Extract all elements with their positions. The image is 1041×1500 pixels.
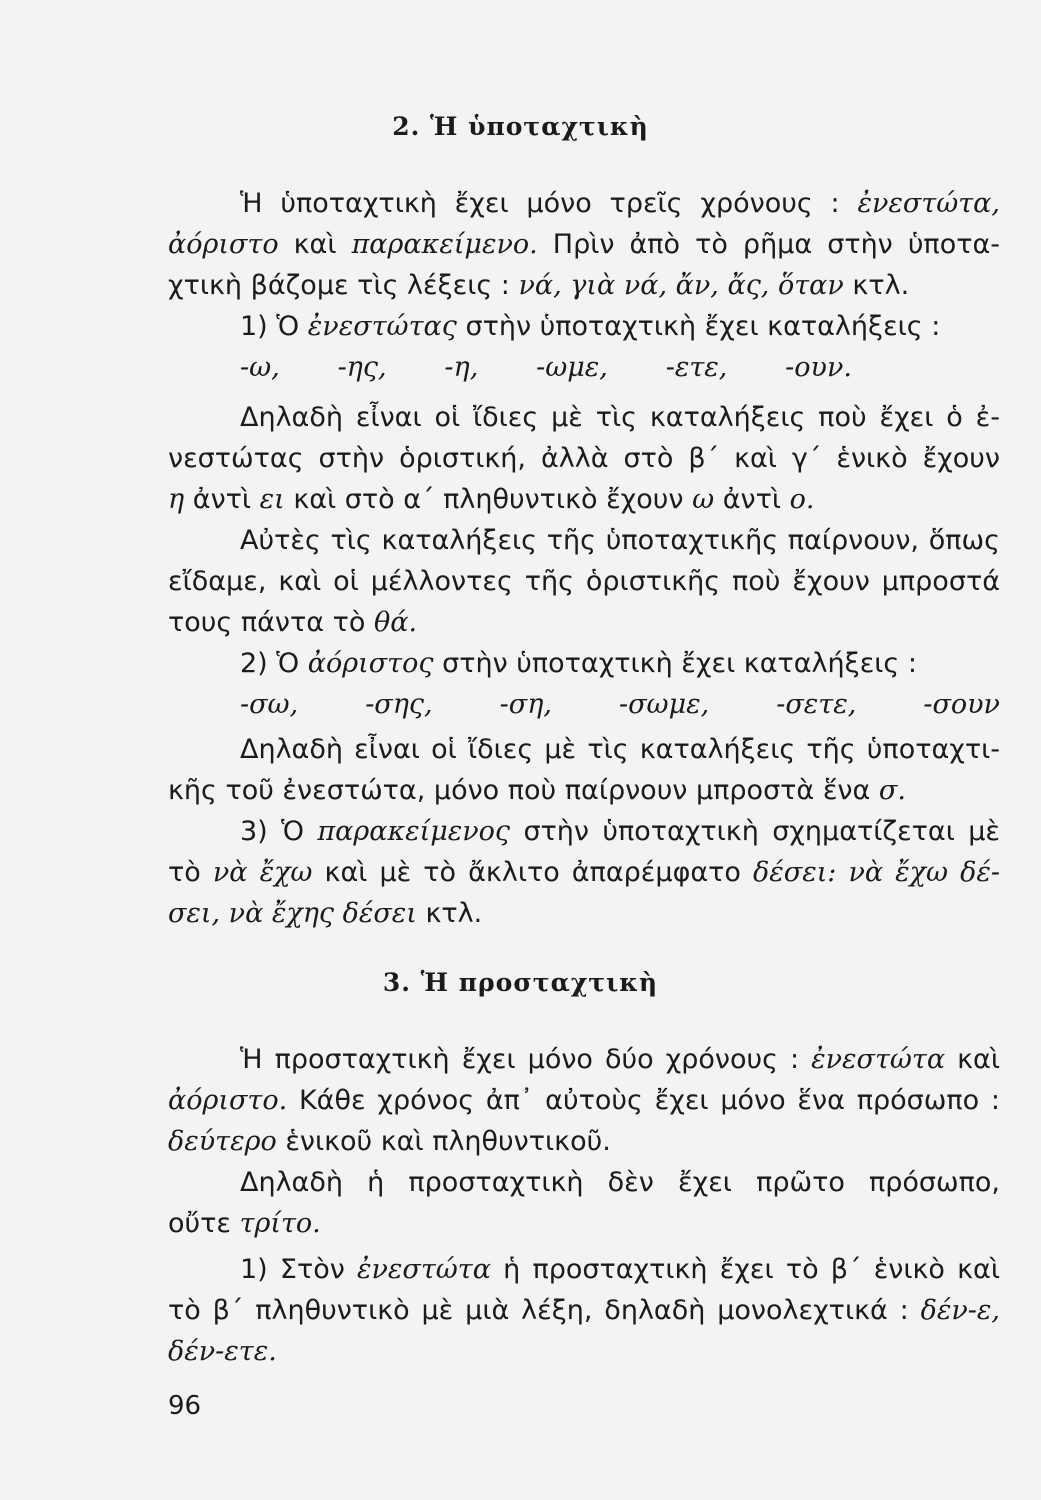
text-line: ἀόριστο καὶ παρακείμενο. Πρὶν ἀπὸ τὸ ρῆμα στὴν ὑποτα-	[168, 229, 1001, 260]
text-line: Ἡ προσταχτικὴ ἔχει μόνο δύο χρόνους : ἐνεστώτα καὶ	[240, 1044, 1000, 1075]
text-line: δεύτερο ἑνικοῦ καὶ πληθυντικοῦ.	[168, 1126, 611, 1157]
ending: -ουν.	[785, 352, 852, 383]
list-item-perfect: 3) Ὁ παρακείμενος στὴν ὑποταχτικὴ σχηματίζεται μὲ	[240, 816, 1000, 847]
section-heading-subjunctive: 2. Ἡ ὑποταχτικὴ	[392, 112, 649, 141]
text-line: χτικὴ βάζομε τὶς λέξεις : νά, γιὰ νά, ἄν, ἄς, ὅταν κτλ.	[168, 270, 910, 301]
list-item-aorist: 2) Ὁ ἀόριστος στὴν ὑποταχτικὴ ἔχει καταλήξεις :	[240, 648, 917, 679]
text-line: τους πάντα τὸ θά.	[168, 607, 418, 638]
ending: -σουν	[923, 689, 1000, 720]
text-line: Δηλαδὴ ἡ προσταχτικὴ δὲν ἔχει πρῶτο πρόσωπο,	[240, 1167, 1000, 1198]
ending: -σετε,	[776, 689, 857, 720]
text-line: τὸ β΄ πληθυντικὸ μὲ μιὰ λέξη, δηλαδὴ μονολεχτικά : δέν-ε,	[168, 1295, 1000, 1326]
ending: -σης,	[365, 689, 433, 720]
text-line: οὔτε τρίτο.	[168, 1208, 321, 1239]
ending: -ης,	[337, 352, 387, 383]
endings-aorist	[240, 687, 1000, 723]
section-heading-imperative: 3. Ἡ προσταχτικὴ	[382, 968, 659, 997]
ending: -ετε,	[665, 352, 728, 383]
ending: -σω,	[240, 689, 299, 720]
page-number: 96	[168, 1391, 202, 1421]
text-line: Δηλαδὴ εἶναι οἱ ἴδιες μὲ τὶς καταλήξεις τῆς ὑποταχτι-	[240, 734, 1000, 765]
text-line: δέν-ετε.	[168, 1336, 277, 1367]
text-line: νεστώτας στὴν ὁριστική, ἀλλὰ στὸ β΄ καὶ γ΄ ἑνικὸ ἔχουν	[168, 443, 1000, 474]
text-line: κῆς τοῦ ἐνεστώτα, μόνο ποὺ παίρνουν μπροστὰ ἕνα σ.	[168, 775, 906, 806]
text-line: η ἀντὶ ει καὶ στὸ α΄ πληθυντικὸ ἔχουν ω ἀντὶ ο.	[168, 484, 815, 515]
text-line: Ἡ ὑποταχτικὴ ἔχει μόνο τρεῖς χρόνους : ἐνεστώτα,	[240, 188, 1000, 219]
ending: -ωμε,	[536, 352, 608, 383]
text-line: Δηλαδὴ εἶναι οἱ ἴδιες μὲ τὶς καταλήξεις ποὺ ἔχει ὁ ἐ-	[240, 402, 1000, 433]
text-line: τὸ νὰ ἔχω καὶ μὲ τὸ ἄκλιτο ἀπαρέμφατο δέσει: νὰ ἔχω δέ-	[168, 857, 1000, 888]
ending: -η,	[444, 352, 479, 383]
text-line: ἀόριστο. Κάθε χρόνος ἀπ᾽ αὐτοὺς ἔχει μόνο ἕνα πρόσωπο :	[168, 1085, 1000, 1116]
text-line: σει, νὰ ἔχης δέσει κτλ.	[168, 898, 483, 929]
ending: -ση,	[499, 689, 552, 720]
endings-present	[240, 350, 852, 386]
list-item-present: 1) Ὁ ἐνεστώτας στὴν ὑποταχτικὴ ἔχει καταλήξεις :	[240, 311, 941, 342]
ending: -σωμε,	[619, 689, 710, 720]
text-line: Αὐτὲς τὶς καταλήξεις τῆς ὑποταχτικῆς παίρνουν, ὅπως	[240, 525, 1000, 556]
text-line: εἴδαμε, καὶ οἱ μέλλοντες τῆς ὁριστικῆς ποὺ ἔχουν μπροστά	[168, 566, 1000, 597]
list-item-imperative-present: 1) Στὸν ἐνεστώτα ἡ προσταχτικὴ ἔχει τὸ β΄ ἑνικὸ καὶ	[240, 1254, 1000, 1285]
ending: -ω,	[240, 352, 280, 383]
